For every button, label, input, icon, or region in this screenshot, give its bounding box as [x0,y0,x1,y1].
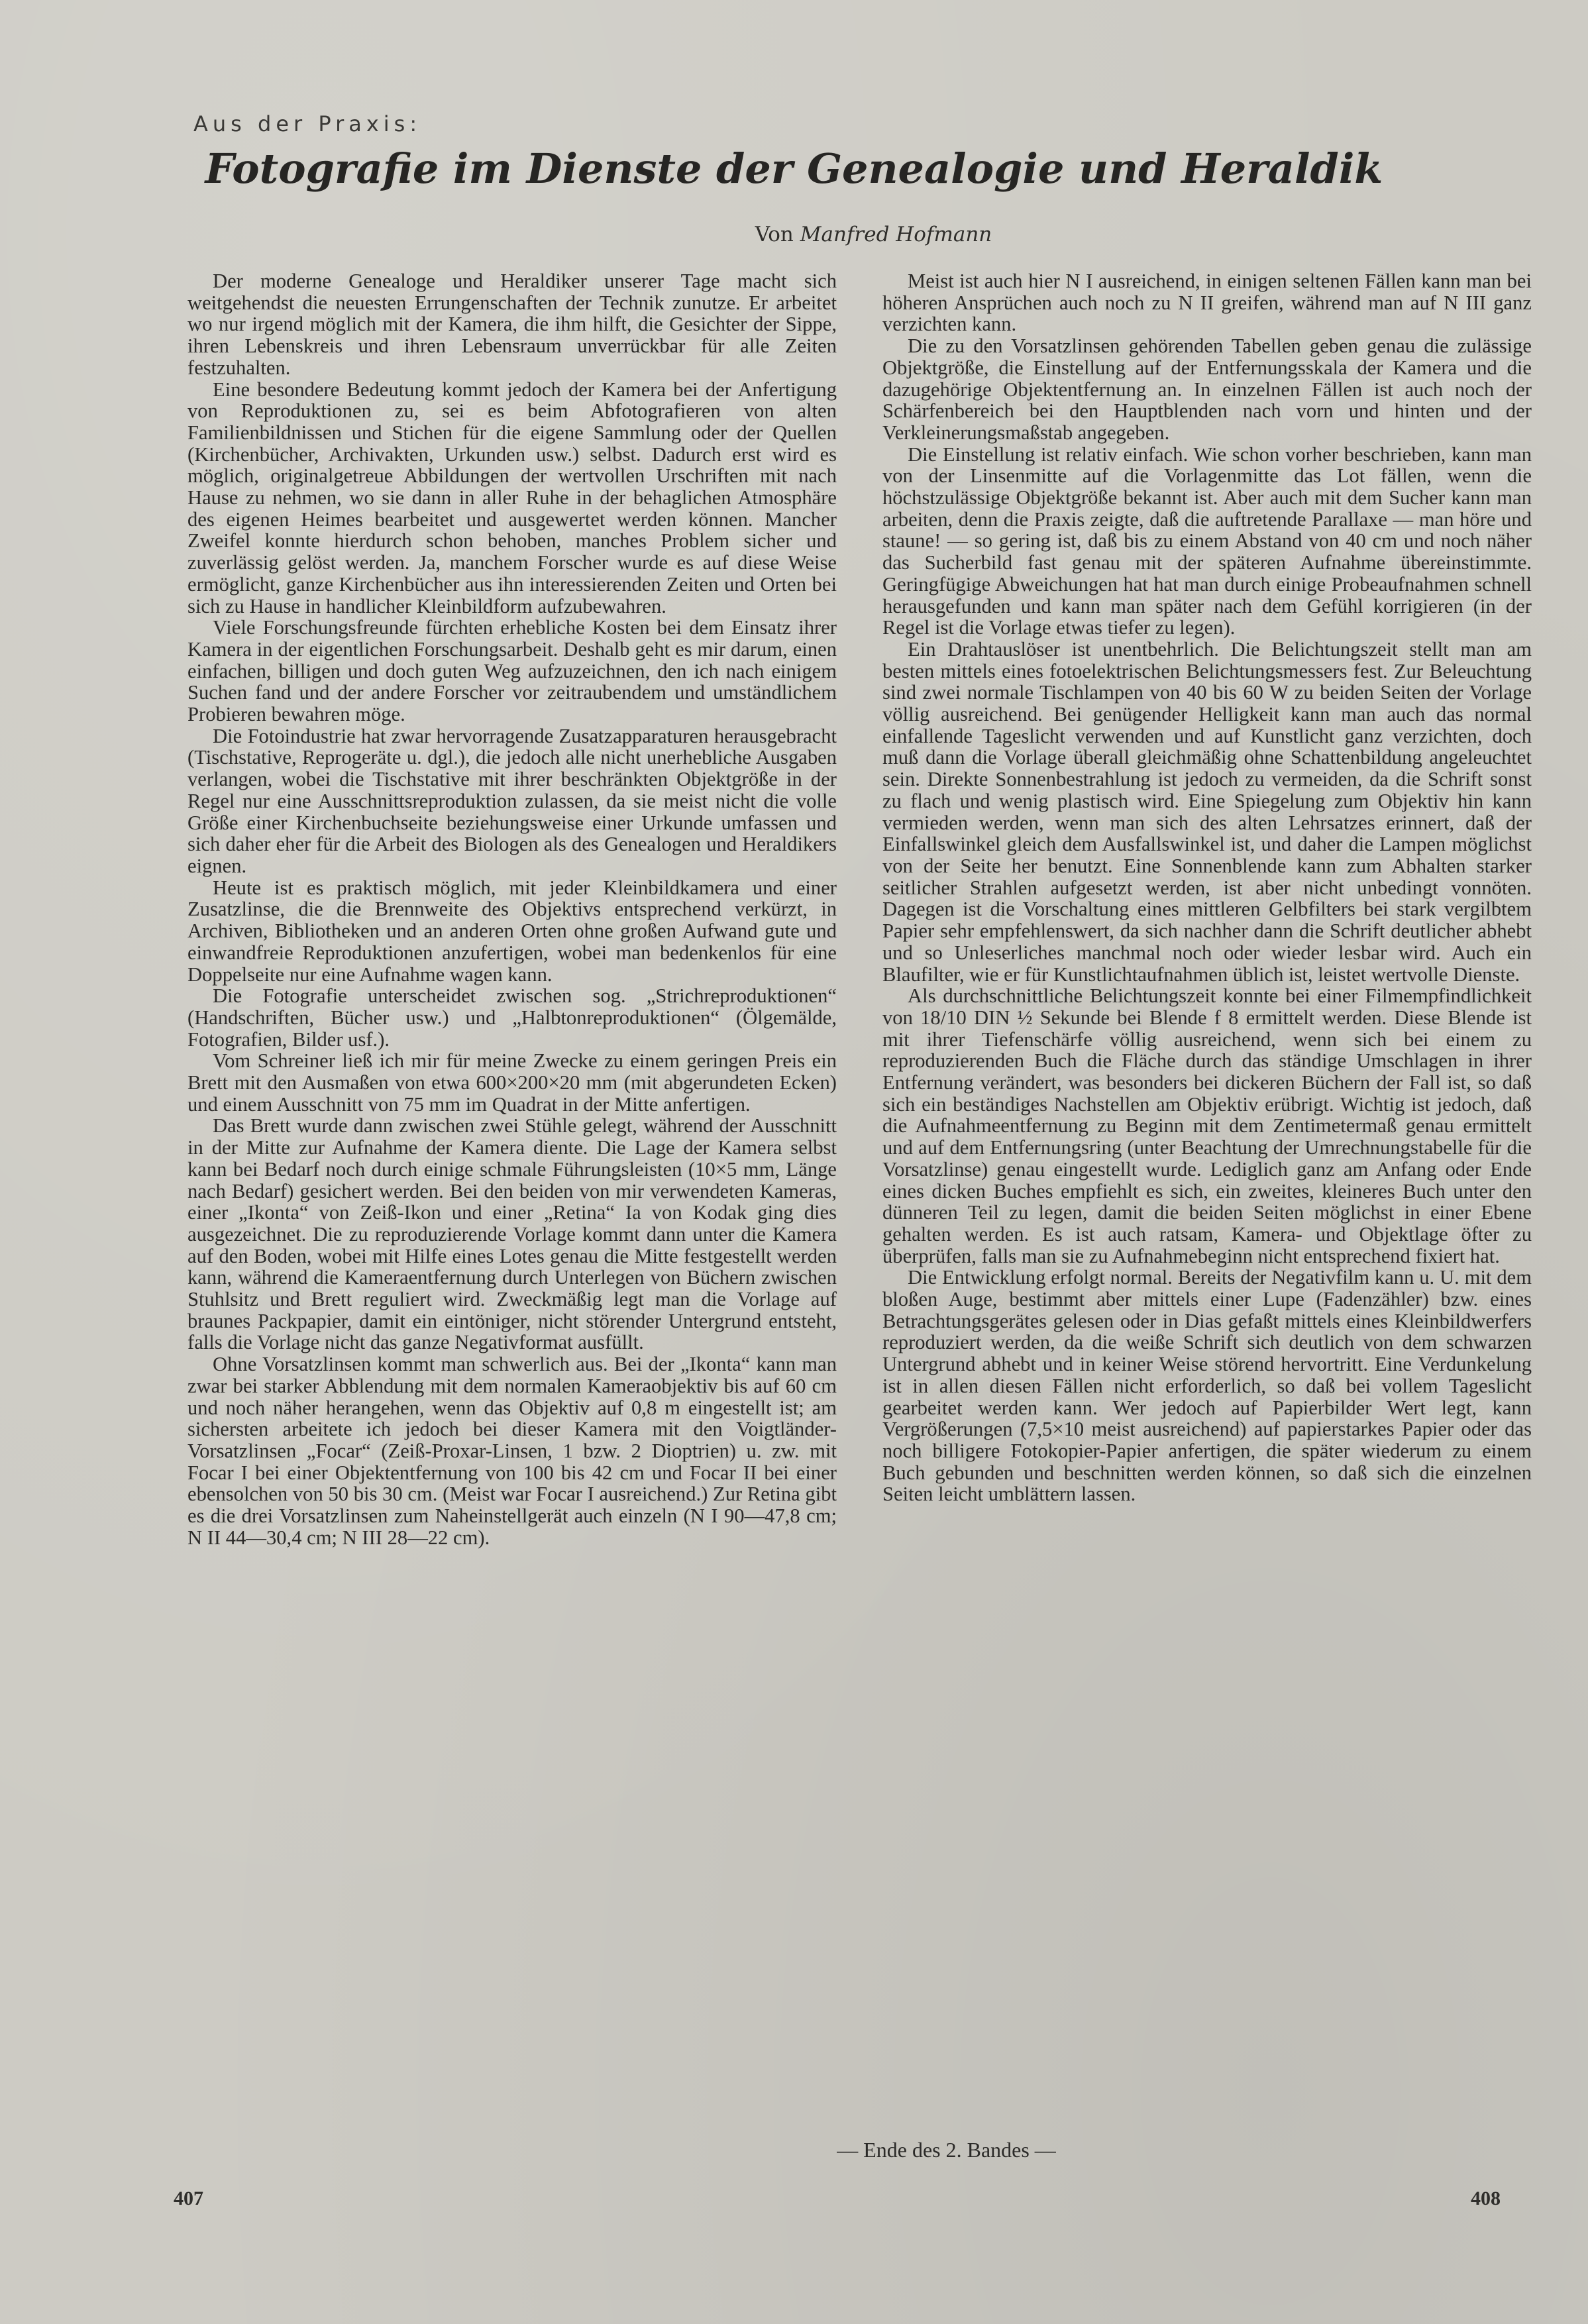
paragraph: Viele Forschungsfreunde fürchten erhebliche Kosten bei dem Einsatz ihrer Kamera in der eigentlichen Forschungsarbeit. Deshalb geht es mir darum, einen einfachen, billigen und doch guten Weg aufzuzeichnen, den ich nach einigem Suchen fand und der andere Forscher vor zeitraubendem und umständlichem Probieren bewahren möge. [187,616,837,726]
page-number-right: 408 [1471,2188,1501,2209]
page-number-left: 407 [174,2188,203,2209]
byline [0,223,1588,246]
right-column [882,270,1532,1505]
byline-prefix: Von [755,223,794,246]
paragraph: Die Fotografie unterscheidet zwischen sog. „Strichreproduktionen“ (Handschriften, Bücher usw.) und „Halbtonreproduktionen“ (Ölgemälde, Fotografien, Bilder usf.). [187,984,837,1051]
paragraph: Der moderne Genealoge und Heraldiker unserer Tage macht sich weitgehendst die neuesten Errungenschaften der Technik zunutze. Er arbeitet wo nur irgend möglich mit der Kamera, die ihm hilft, die Gesichter der Sippe, ihren Lebenskreis und ihren Lebensraum unverrückbar für alle Zeiten festzuhalten. [187,270,837,379]
left-column [187,270,837,1548]
paragraph: Heute ist es praktisch möglich, mit jeder Kleinbildkamera und einer Zusatzlinse, die die Brennweite des Objektivs entsprechend verkürzt, in Archiven, Bibliotheken und an anderen Orten ohne großen Aufwand gute und einwandfreie Reproduktionen anzufertigen, wobei man bedenkenlos für eine Doppelseite nur eine Aufnahme wagen kann. [187,876,837,986]
paragraph: Die Entwicklung erfolgt normal. Bereits der Negativfilm kann u. U. mit dem bloßen Auge, bestimmt aber mittels einer Lupe (Fadenzähler) bzw. eines Betrachtungsgerätes gelesen oder in Dias gefaßt mittels eines Kleinbildwerfers reproduziert werden, da die weiße Schrift sich deutlich von dem schwarzen Untergrund abhebt und in keiner Weise störend hervortritt. Eine Verdunkelung ist in allen diesen Fällen nicht erforderlich, so daß bei vollem Tageslicht gearbeitet werden kann. Wer jedoch auf Papierbilder Wert legt, kann Vergrößerungen (7,5×10 meist ausreichend) auf papierstarkes Papier oder das noch billigere Fotokopier-Papier anfertigen, die später wiederum zu einem Buch gebunden und beschnitten werden können, so daß sich die einzelnen Seiten leicht umblättern lassen. [882,1266,1532,1506]
paragraph: Ein Drahtauslöser ist unentbehrlich. Die Belichtungszeit stellt man am besten mittels eines fotoelektrischen Belichtungsmessers fest. Zur Beleuchtung sind zwei normale Tischlampen von 40 bis 60 W zu beiden Seiten der Vorlage völlig ausreichend. Bei genügender Helligkeit kann man auch das normal einfallende Tageslicht verwenden und auf Kunstlicht ganz verzichten, doch muß dann die Vorlage überall gleichmäßig ohne Schattenbildung angeleuchtet sein. Direkte Sonnenbestrahlung ist jedoch zu vermeiden, da die Schrift sonst zu flach und wenig plastisch wird. Eine Spiegelung zum Objektiv hin kann vermieden werden, wenn man sich des alten Lehrsatzes erinnert, daß der Einfallswinkel gleich dem Ausfallswinkel ist, und daher die Lampen möglichst von der Seite her benutzt. Eine Sonnenblende kann zum Abhalten starker seitlicher Strahlen aufgesetzt werden, ist aber nicht unbedingt vonnöten. Dagegen ist die Vorschaltung eines mittleren Gelbfilters bei stark vergilbtem Papier sehr empfehlenswert, da sich nachher dann die Schrift deutlicher abhebt und so Unleserliches manchmal noch oder wieder lesbar wird. Auch ein Blaufilter, wie er für Kunstlichtaufnahmen üblich ist, leistet wertvolle Dienste. [882,637,1532,986]
paragraph: Ohne Vorsatzlinsen kommt man schwerlich aus. Bei der „Ikonta“ kann man zwar bei starker Abblendung mit dem normalen Kameraobjektiv bis auf 60 cm und noch näher herangehen, wenn das Objektiv auf 0,8 m eingestellt ist; am sichersten arbeitete ich jedoch bei dieser Kamera mit den Voigtländer-Vorsatzlinsen „Focar“ (Zeiß-Proxar-Linsen, 1 bzw. 2 Dioptrien) u. zw. mit Focar I bei einer Objektentfernung von 100 bis 42 cm und Focar II bei einer ebensolchen von 50 bis 30 cm. (Meist war Focar I ausreichend.) Zur Retina gibt es die drei Vorsatzlinsen zum Naheinstellgerät auch einzeln (N I 90—47,8 cm; N II 44—30,4 cm; N III 28—22 cm). [187,1353,837,1549]
paragraph: Als durchschnittliche Belichtungszeit konnte bei einer Filmempfindlichkeit von 18/10 DIN ½ Sekunde bei Blende f 8 ermittelt werden. Diese Blende ist mit ihrer Tiefenschärfe völlig ausreichend, wenn sich bei einem zu reproduzierenden Buch die Fläche durch das ständige Umschlagen in ihrer Entfernung verändert, was besonders bei dickeren Büchern der Fall ist, so daß sich ein beständiges Nachstellen am Objektiv erübrigt. Wichtig ist jedoch, daß die Aufnahmeentfernung zu Beginn mit dem Zentimetermaß genau ermittelt und auf dem Entfernungsring (unter Beachtung der Umrechnungstabelle für die Vorsatzlinse) genau eingestellt wurde. Lediglich ganz am Anfang oder Ende eines dicken Buches empfiehlt es sich, ein zweites, kleineres Buch unter den dünneren Teil zu legen, damit die beiden Seiten möglichst in einer Ebene gehalten werden. Es ist auch ratsam, Kamera- und Objektlage öfter zu überprüfen, falls man sie zu Aufnahmebeginn nicht entsprechend fixiert hat. [882,984,1532,1267]
author-name: Manfred Hofmann [800,223,992,246]
paragraph: Eine besondere Bedeutung kommt jedoch der Kamera bei der Anfertigung von Reproduktionen zu, sei es beim Abfotografieren von alten Familienbildnissen und Stichen für die eigene Sammlung oder der Quellen (Kirchenbücher, Archivakten, Urkunden usw.) selbst. Dadurch erst wird es möglich, originalgetreue Abbildungen der wertvollen Urschriften mit nach Hause zu nehmen, wo sie dann in aller Ruhe in der behaglichen Atmosphäre des eigenen Heimes bearbeitet und ausgewertet werden können. Mancher Zweifel konnte hierdurch schon behoben, manches Problem sicher und zuverlässig gelöst werden. Ja, manchem Forscher wurde es auf diese Weise ermöglicht, ganze Kirchenbücher aus ihn interessierenden Zeiten und Orten bei sich zu Hause in handlicher Kleinbildform aufzubewahren. [187,378,837,617]
paragraph: Die Fotoindustrie hat zwar hervorragende Zusatzapparaturen herausgebracht (Tischstative, Reprogeräte u. dgl.), die jedoch alle nicht unerhebliche Ausgaben verlangen, wobei die Tischstative mit ihrer beschränkten Objektgröße in der Regel nur eine Ausschnittsreproduktion zulassen, da sie meist nicht die volle Größe einer Kirchenbuchseite beziehungsweise einer Urkunde umfassen und sich daher eher für die Arbeit des Biologen als des Genealogen und Heraldikers eignen. [187,724,837,877]
paragraph: Vom Schreiner ließ ich mir für meine Zwecke zu einem geringen Preis ein Brett mit den Ausmaßen von etwa 600×200×20 mm (mit abgerundeten Ecken) und einem Ausschnitt von 75 mm im Quadrat in der Mitte anfertigen. [187,1049,837,1116]
article-title: Fotografie im Dienste der Genealogie und Heraldik [205,144,1383,193]
paragraph: Meist ist auch hier N I ausreichend, in einigen seltenen Fällen kann man bei höheren Ansprüchen auch noch zu N II greifen, während man auf N III ganz verzichten kann. [882,270,1532,336]
section-label: Aus der Praxis: [193,111,422,136]
end-note: — Ende des 2. Bandes — [837,2138,1056,2162]
paragraph: Das Brett wurde dann zwischen zwei Stühle gelegt, während der Ausschnitt in der Mitte zur Aufnahme der Kamera diente. Die Lage der Kamera selbst kann bei Bedarf noch durch einige schmale Führungsleisten (10×5 mm, Länge nach Bedarf) gesichert werden. Bei den beiden von mir verwendeten Kameras, einer „Ikonta“ von Zeiß-Ikon und einer „Retina“ Ia von Kodak ging dies ausgezeichnet. Die zu reproduzierende Vorlage kommt dann unter die Kamera auf den Boden, wobei mit Hilfe eines Lotes genau die Mitte festgestellt werden kann, während die Kameraentfernung durch Unterlegen von Büchern zwischen Stuhlsitz und Brett reguliert wird. Zweckmäßig legt man die Vorlage auf braunes Packpapier, damit ein eintöniger, nicht störender Untergrund entsteht, falls die Vorlage nicht das ganze Negativformat ausfüllt. [187,1114,837,1354]
paragraph: Die Einstellung ist relativ einfach. Wie schon vorher beschrieben, kann man von der Linsenmitte auf die Vorlagenmitte das Lot fällen, wenn die höchstzulässige Objektgröße bekannt ist. Aber auch mit dem Sucher kann man arbeiten, denn die Praxis zeigte, daß die auftretende Parallaxe — man höre und staune! — so gering ist, daß bis zu einem Abstand von 40 cm und noch näher das Sucherbild fast genau mit der späteren Aufnahme übereinstimmte. Geringfügige Abweichungen hat hat man durch einige Probeaufnahmen schnell herausgefunden und kann man später nach dem Gefühl korrigieren (in der Regel ist die Vorlage etwas tiefer zu legen). [882,443,1532,639]
paragraph: Die zu den Vorsatzlinsen gehörenden Tabellen geben genau die zulässige Objektgröße, die Einstellung auf der Entfernungsskala der Kamera und die dazugehörige Objektentfernung an. In einzelnen Fällen ist auch noch der Schärfenbereich bei den Hauptblenden nach vorn und hinten und der Verkleinerungsmaßstab angegeben. [882,335,1532,444]
